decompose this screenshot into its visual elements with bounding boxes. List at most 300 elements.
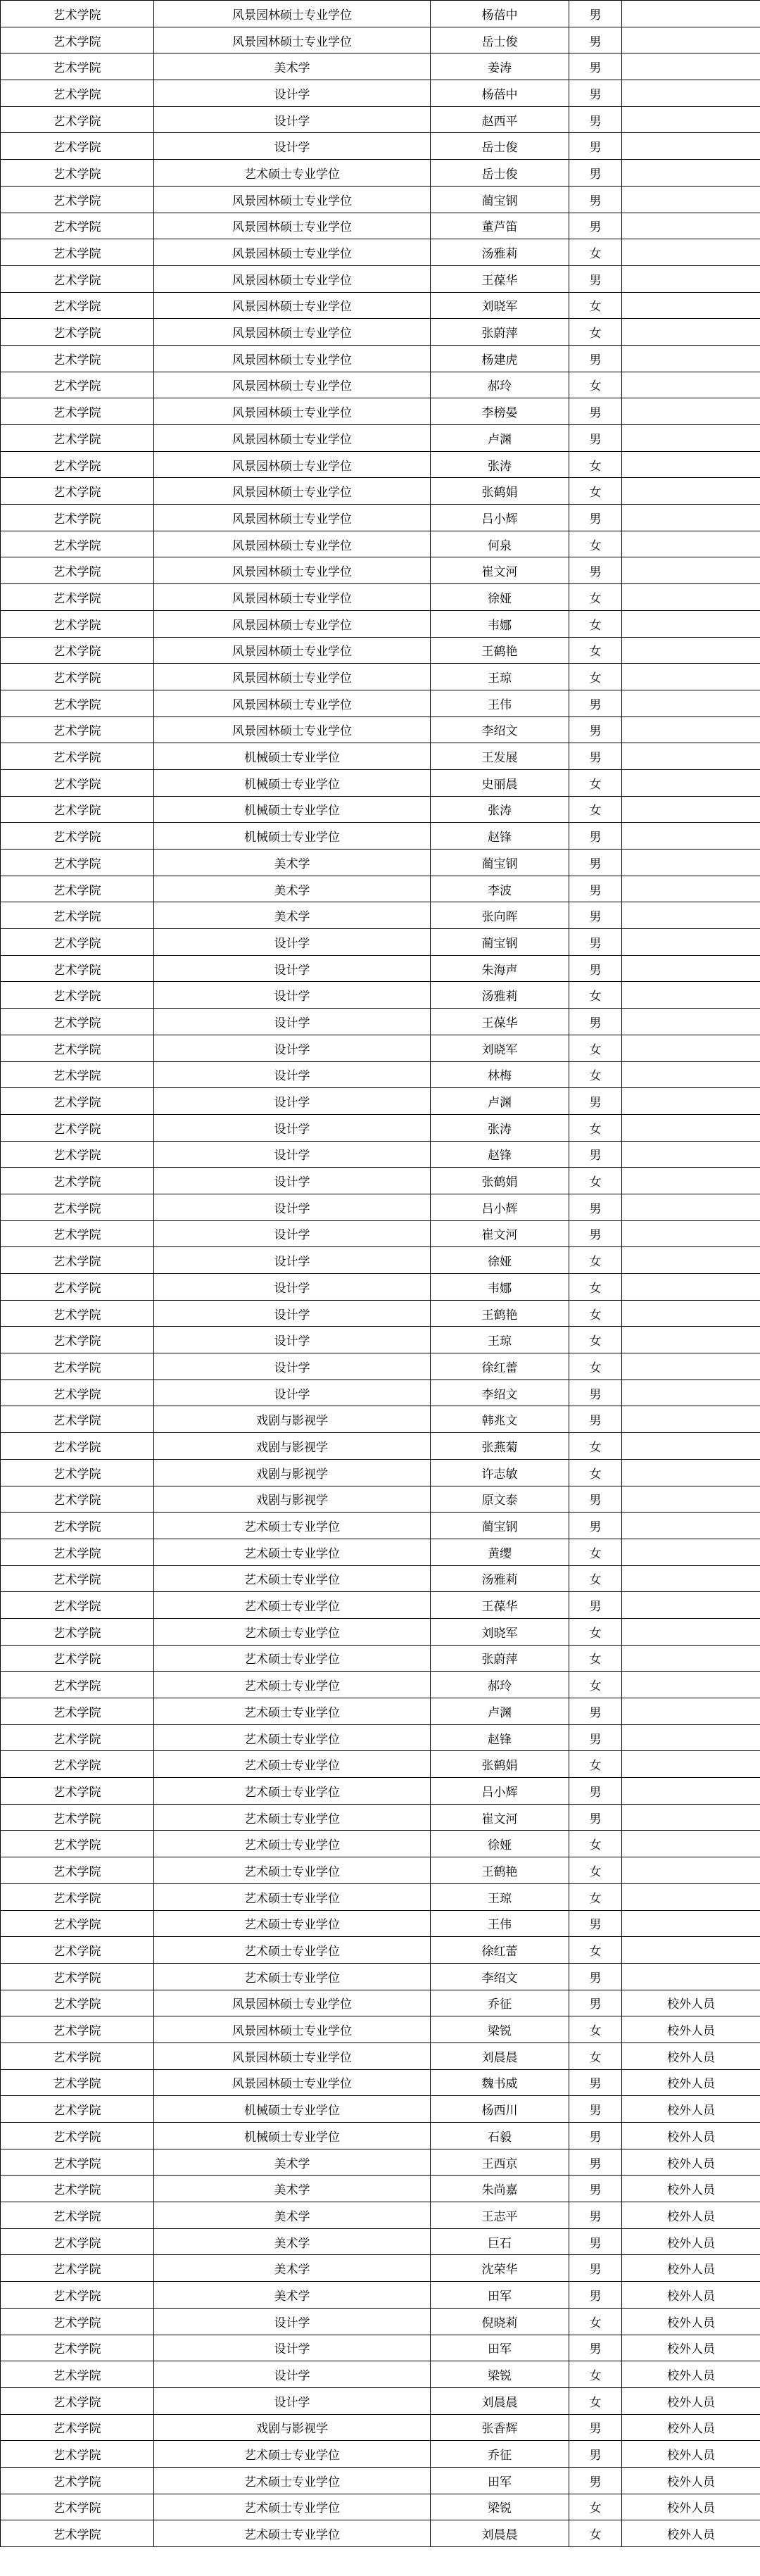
major-cell[interactable]: 风景园林硕士专业学位 bbox=[154, 2043, 431, 2069]
major-cell[interactable]: 机械硕士专业学位 bbox=[154, 743, 431, 770]
major-cell[interactable]: 风景园林硕士专业学位 bbox=[154, 1, 431, 27]
college-cell[interactable]: 艺术学院 bbox=[1, 1353, 154, 1380]
name-cell[interactable]: 石毅 bbox=[431, 2123, 569, 2149]
note-cell[interactable] bbox=[622, 1114, 760, 1141]
college-cell[interactable]: 艺术学院 bbox=[1, 2096, 154, 2123]
college-cell[interactable]: 艺术学院 bbox=[1, 478, 154, 505]
major-cell[interactable]: 风景园林硕士专业学位 bbox=[154, 2069, 431, 2096]
note-cell[interactable] bbox=[622, 1220, 760, 1247]
note-cell[interactable]: 校外人员 bbox=[622, 2387, 760, 2414]
gender-cell[interactable]: 男 bbox=[569, 133, 622, 160]
college-cell[interactable]: 艺术学院 bbox=[1, 186, 154, 213]
name-cell[interactable]: 杨蓓中 bbox=[431, 80, 569, 107]
college-cell[interactable]: 艺术学院 bbox=[1, 584, 154, 611]
note-cell[interactable] bbox=[622, 239, 760, 266]
gender-cell[interactable]: 女 bbox=[569, 982, 622, 1009]
gender-cell[interactable]: 男 bbox=[569, 902, 622, 929]
major-cell[interactable]: 艺术硕士专业学位 bbox=[154, 1672, 431, 1698]
major-cell[interactable]: 风景园林硕士专业学位 bbox=[154, 505, 431, 531]
note-cell[interactable]: 校外人员 bbox=[622, 2096, 760, 2123]
name-cell[interactable]: 崔文河 bbox=[431, 557, 569, 584]
major-cell[interactable]: 设计学 bbox=[154, 1353, 431, 1380]
gender-cell[interactable]: 男 bbox=[569, 2069, 622, 2096]
college-cell[interactable]: 艺术学院 bbox=[1, 2016, 154, 2043]
note-cell[interactable]: 校外人员 bbox=[622, 2282, 760, 2309]
gender-cell[interactable]: 男 bbox=[569, 2202, 622, 2229]
gender-cell[interactable]: 男 bbox=[569, 1513, 622, 1539]
college-cell[interactable]: 艺术学院 bbox=[1, 1114, 154, 1141]
note-cell[interactable] bbox=[622, 1804, 760, 1831]
note-cell[interactable] bbox=[622, 557, 760, 584]
name-cell[interactable]: 吕小辉 bbox=[431, 505, 569, 531]
gender-cell[interactable]: 女 bbox=[569, 2043, 622, 2069]
name-cell[interactable]: 岳士俊 bbox=[431, 27, 569, 53]
gender-cell[interactable]: 女 bbox=[569, 1672, 622, 1698]
major-cell[interactable]: 艺术硕士专业学位 bbox=[154, 1963, 431, 1990]
gender-cell[interactable]: 女 bbox=[569, 1539, 622, 1565]
name-cell[interactable]: 王西京 bbox=[431, 2149, 569, 2176]
note-cell[interactable] bbox=[622, 982, 760, 1009]
gender-cell[interactable]: 男 bbox=[569, 2335, 622, 2361]
note-cell[interactable]: 校外人员 bbox=[622, 2441, 760, 2468]
college-cell[interactable]: 艺术学院 bbox=[1, 1883, 154, 1910]
note-cell[interactable] bbox=[622, 1910, 760, 1937]
note-cell[interactable] bbox=[622, 345, 760, 372]
college-cell[interactable]: 艺术学院 bbox=[1, 850, 154, 876]
gender-cell[interactable]: 男 bbox=[569, 743, 622, 770]
note-cell[interactable] bbox=[622, 850, 760, 876]
name-cell[interactable]: 刘晨晨 bbox=[431, 2043, 569, 2069]
name-cell[interactable]: 王琼 bbox=[431, 664, 569, 690]
college-cell[interactable]: 艺术学院 bbox=[1, 239, 154, 266]
name-cell[interactable]: 徐娅 bbox=[431, 584, 569, 611]
major-cell[interactable]: 风景园林硕士专业学位 bbox=[154, 319, 431, 346]
gender-cell[interactable]: 女 bbox=[569, 239, 622, 266]
note-cell[interactable] bbox=[622, 106, 760, 133]
college-cell[interactable]: 艺术学院 bbox=[1, 2069, 154, 2096]
name-cell[interactable]: 徐红蕾 bbox=[431, 1937, 569, 1964]
name-cell[interactable]: 李绍文 bbox=[431, 1963, 569, 1990]
note-cell[interactable] bbox=[622, 637, 760, 664]
note-cell[interactable] bbox=[622, 319, 760, 346]
gender-cell[interactable]: 女 bbox=[569, 2520, 622, 2547]
major-cell[interactable]: 风景园林硕士专业学位 bbox=[154, 610, 431, 637]
name-cell[interactable]: 卢渊 bbox=[431, 1088, 569, 1115]
note-cell[interactable]: 校外人员 bbox=[622, 2520, 760, 2547]
major-cell[interactable]: 艺术硕士专业学位 bbox=[154, 1831, 431, 1857]
college-cell[interactable]: 艺术学院 bbox=[1, 372, 154, 398]
college-cell[interactable]: 艺术学院 bbox=[1, 80, 154, 107]
major-cell[interactable]: 风景园林硕士专业学位 bbox=[154, 186, 431, 213]
name-cell[interactable]: 魏书威 bbox=[431, 2069, 569, 2096]
gender-cell[interactable]: 女 bbox=[569, 292, 622, 319]
gender-cell[interactable]: 男 bbox=[569, 929, 622, 956]
name-cell[interactable]: 张涛 bbox=[431, 451, 569, 478]
college-cell[interactable]: 艺术学院 bbox=[1, 876, 154, 902]
note-cell[interactable] bbox=[622, 610, 760, 637]
note-cell[interactable] bbox=[622, 1194, 760, 1220]
note-cell[interactable] bbox=[622, 186, 760, 213]
gender-cell[interactable]: 男 bbox=[569, 1910, 622, 1937]
college-cell[interactable]: 艺术学院 bbox=[1, 1645, 154, 1672]
gender-cell[interactable]: 男 bbox=[569, 1, 622, 27]
note-cell[interactable]: 校外人员 bbox=[622, 2176, 760, 2202]
name-cell[interactable]: 崔文河 bbox=[431, 1804, 569, 1831]
college-cell[interactable]: 艺术学院 bbox=[1, 637, 154, 664]
major-cell[interactable]: 美术学 bbox=[154, 2228, 431, 2255]
note-cell[interactable] bbox=[622, 1513, 760, 1539]
major-cell[interactable]: 设计学 bbox=[154, 1141, 431, 1168]
name-cell[interactable]: 何泉 bbox=[431, 531, 569, 557]
note-cell[interactable] bbox=[622, 1724, 760, 1751]
note-cell[interactable] bbox=[622, 1672, 760, 1698]
college-cell[interactable]: 艺术学院 bbox=[1, 425, 154, 452]
major-cell[interactable]: 设计学 bbox=[154, 1300, 431, 1327]
note-cell[interactable] bbox=[622, 213, 760, 239]
name-cell[interactable]: 杨蓓中 bbox=[431, 1, 569, 27]
major-cell[interactable]: 艺术硕士专业学位 bbox=[154, 1645, 431, 1672]
college-cell[interactable]: 艺术学院 bbox=[1, 133, 154, 160]
college-cell[interactable]: 艺术学院 bbox=[1, 664, 154, 690]
major-cell[interactable]: 风景园林硕士专业学位 bbox=[154, 1990, 431, 2016]
gender-cell[interactable]: 男 bbox=[569, 1379, 622, 1406]
note-cell[interactable] bbox=[622, 1327, 760, 1353]
note-cell[interactable] bbox=[622, 929, 760, 956]
note-cell[interactable]: 校外人员 bbox=[622, 2361, 760, 2388]
major-cell[interactable]: 美术学 bbox=[154, 2149, 431, 2176]
note-cell[interactable] bbox=[622, 1061, 760, 1088]
note-cell[interactable]: 校外人员 bbox=[622, 2228, 760, 2255]
college-cell[interactable]: 艺术学院 bbox=[1, 610, 154, 637]
college-cell[interactable]: 艺术学院 bbox=[1, 823, 154, 850]
gender-cell[interactable]: 男 bbox=[569, 2228, 622, 2255]
note-cell[interactable]: 校外人员 bbox=[622, 2043, 760, 2069]
major-cell[interactable]: 美术学 bbox=[154, 2202, 431, 2229]
major-cell[interactable]: 设计学 bbox=[154, 1088, 431, 1115]
college-cell[interactable]: 艺术学院 bbox=[1, 769, 154, 796]
name-cell[interactable]: 刘晨晨 bbox=[431, 2520, 569, 2547]
major-cell[interactable]: 风景园林硕士专业学位 bbox=[154, 716, 431, 743]
name-cell[interactable]: 王葆华 bbox=[431, 265, 569, 292]
name-cell[interactable]: 刘晓军 bbox=[431, 1618, 569, 1645]
college-cell[interactable]: 艺术学院 bbox=[1, 2149, 154, 2176]
major-cell[interactable]: 设计学 bbox=[154, 1114, 431, 1141]
gender-cell[interactable]: 男 bbox=[569, 1220, 622, 1247]
gender-cell[interactable]: 男 bbox=[569, 505, 622, 531]
college-cell[interactable]: 艺术学院 bbox=[1, 1274, 154, 1301]
major-cell[interactable]: 机械硕士专业学位 bbox=[154, 796, 431, 823]
name-cell[interactable]: 张蔚萍 bbox=[431, 1645, 569, 1672]
name-cell[interactable]: 朱海声 bbox=[431, 955, 569, 982]
note-cell[interactable] bbox=[622, 1353, 760, 1380]
note-cell[interactable]: 校外人员 bbox=[622, 2335, 760, 2361]
college-cell[interactable]: 艺术学院 bbox=[1, 2282, 154, 2309]
major-cell[interactable]: 艺术硕士专业学位 bbox=[154, 2467, 431, 2494]
name-cell[interactable]: 姜涛 bbox=[431, 53, 569, 80]
major-cell[interactable]: 艺术硕士专业学位 bbox=[154, 1618, 431, 1645]
name-cell[interactable]: 田军 bbox=[431, 2467, 569, 2494]
college-cell[interactable]: 艺术学院 bbox=[1, 27, 154, 53]
college-cell[interactable]: 艺术学院 bbox=[1, 2494, 154, 2520]
major-cell[interactable]: 风景园林硕士专业学位 bbox=[154, 398, 431, 425]
college-cell[interactable]: 艺术学院 bbox=[1, 53, 154, 80]
college-cell[interactable]: 艺术学院 bbox=[1, 2043, 154, 2069]
name-cell[interactable]: 张涛 bbox=[431, 796, 569, 823]
name-cell[interactable]: 张鹤娟 bbox=[431, 1168, 569, 1194]
gender-cell[interactable]: 女 bbox=[569, 1327, 622, 1353]
name-cell[interactable]: 原文泰 bbox=[431, 1486, 569, 1513]
note-cell[interactable] bbox=[622, 955, 760, 982]
gender-cell[interactable]: 男 bbox=[569, 27, 622, 53]
college-cell[interactable]: 艺术学院 bbox=[1, 1831, 154, 1857]
major-cell[interactable]: 风景园林硕士专业学位 bbox=[154, 584, 431, 611]
note-cell[interactable] bbox=[622, 1486, 760, 1513]
college-cell[interactable]: 艺术学院 bbox=[1, 1778, 154, 1805]
note-cell[interactable] bbox=[622, 160, 760, 187]
note-cell[interactable] bbox=[622, 1274, 760, 1301]
name-cell[interactable]: 倪晓莉 bbox=[431, 2308, 569, 2335]
name-cell[interactable]: 张鹤娟 bbox=[431, 478, 569, 505]
college-cell[interactable]: 艺术学院 bbox=[1, 292, 154, 319]
name-cell[interactable]: 汤雅莉 bbox=[431, 982, 569, 1009]
major-cell[interactable]: 设计学 bbox=[154, 133, 431, 160]
gender-cell[interactable]: 女 bbox=[569, 1061, 622, 1088]
note-cell[interactable] bbox=[622, 823, 760, 850]
name-cell[interactable]: 刘晓军 bbox=[431, 1035, 569, 1061]
name-cell[interactable]: 徐娅 bbox=[431, 1831, 569, 1857]
college-cell[interactable]: 艺术学院 bbox=[1, 1194, 154, 1220]
college-cell[interactable]: 艺术学院 bbox=[1, 743, 154, 770]
college-cell[interactable]: 艺术学院 bbox=[1, 2387, 154, 2414]
name-cell[interactable]: 田军 bbox=[431, 2282, 569, 2309]
name-cell[interactable]: 杨西川 bbox=[431, 2096, 569, 2123]
gender-cell[interactable]: 女 bbox=[569, 1618, 622, 1645]
college-cell[interactable]: 艺术学院 bbox=[1, 902, 154, 929]
major-cell[interactable]: 设计学 bbox=[154, 1035, 431, 1061]
major-cell[interactable]: 艺术硕士专业学位 bbox=[154, 1883, 431, 1910]
college-cell[interactable]: 艺术学院 bbox=[1, 1565, 154, 1592]
major-cell[interactable]: 设计学 bbox=[154, 1061, 431, 1088]
major-cell[interactable]: 美术学 bbox=[154, 2282, 431, 2309]
note-cell[interactable] bbox=[622, 1539, 760, 1565]
major-cell[interactable]: 艺术硕士专业学位 bbox=[154, 1857, 431, 1884]
gender-cell[interactable]: 男 bbox=[569, 2176, 622, 2202]
major-cell[interactable]: 艺术硕士专业学位 bbox=[154, 1513, 431, 1539]
gender-cell[interactable]: 女 bbox=[569, 1114, 622, 1141]
name-cell[interactable]: 梁锐 bbox=[431, 2016, 569, 2043]
college-cell[interactable]: 艺术学院 bbox=[1, 1963, 154, 1990]
gender-cell[interactable]: 男 bbox=[569, 2123, 622, 2149]
major-cell[interactable]: 风景园林硕士专业学位 bbox=[154, 557, 431, 584]
major-cell[interactable]: 美术学 bbox=[154, 850, 431, 876]
major-cell[interactable]: 美术学 bbox=[154, 902, 431, 929]
major-cell[interactable]: 机械硕士专业学位 bbox=[154, 769, 431, 796]
gender-cell[interactable]: 男 bbox=[569, 53, 622, 80]
note-cell[interactable]: 校外人员 bbox=[622, 2467, 760, 2494]
note-cell[interactable] bbox=[622, 716, 760, 743]
major-cell[interactable]: 风景园林硕士专业学位 bbox=[154, 2016, 431, 2043]
gender-cell[interactable]: 女 bbox=[569, 2308, 622, 2335]
gender-cell[interactable]: 女 bbox=[569, 1751, 622, 1778]
note-cell[interactable] bbox=[622, 265, 760, 292]
name-cell[interactable]: 汤雅莉 bbox=[431, 1565, 569, 1592]
gender-cell[interactable]: 女 bbox=[569, 2016, 622, 2043]
major-cell[interactable]: 设计学 bbox=[154, 80, 431, 107]
name-cell[interactable]: 田军 bbox=[431, 2335, 569, 2361]
major-cell[interactable]: 机械硕士专业学位 bbox=[154, 2096, 431, 2123]
note-cell[interactable] bbox=[622, 1141, 760, 1168]
gender-cell[interactable]: 女 bbox=[569, 478, 622, 505]
gender-cell[interactable]: 男 bbox=[569, 1141, 622, 1168]
major-cell[interactable]: 戏剧与影视学 bbox=[154, 1433, 431, 1460]
college-cell[interactable]: 艺术学院 bbox=[1, 1009, 154, 1035]
college-cell[interactable]: 艺术学院 bbox=[1, 1300, 154, 1327]
major-cell[interactable]: 风景园林硕士专业学位 bbox=[154, 292, 431, 319]
note-cell[interactable] bbox=[622, 1751, 760, 1778]
major-cell[interactable]: 艺术硕士专业学位 bbox=[154, 1592, 431, 1619]
major-cell[interactable]: 机械硕士专业学位 bbox=[154, 2123, 431, 2149]
major-cell[interactable]: 风景园林硕士专业学位 bbox=[154, 345, 431, 372]
college-cell[interactable]: 艺术学院 bbox=[1, 716, 154, 743]
college-cell[interactable]: 艺术学院 bbox=[1, 1220, 154, 1247]
note-cell[interactable] bbox=[622, 1433, 760, 1460]
college-cell[interactable]: 艺术学院 bbox=[1, 1433, 154, 1460]
major-cell[interactable]: 风景园林硕士专业学位 bbox=[154, 27, 431, 53]
gender-cell[interactable]: 女 bbox=[569, 1274, 622, 1301]
gender-cell[interactable]: 男 bbox=[569, 1486, 622, 1513]
college-cell[interactable]: 艺术学院 bbox=[1, 1539, 154, 1565]
gender-cell[interactable]: 女 bbox=[569, 451, 622, 478]
major-cell[interactable]: 艺术硕士专业学位 bbox=[154, 1565, 431, 1592]
college-cell[interactable]: 艺术学院 bbox=[1, 2361, 154, 2388]
name-cell[interactable]: 梁锐 bbox=[431, 2361, 569, 2388]
college-cell[interactable]: 艺术学院 bbox=[1, 1937, 154, 1964]
name-cell[interactable]: 郝玲 bbox=[431, 372, 569, 398]
note-cell[interactable] bbox=[622, 1778, 760, 1805]
note-cell[interactable] bbox=[622, 1459, 760, 1486]
name-cell[interactable]: 王发展 bbox=[431, 743, 569, 770]
name-cell[interactable]: 韦娜 bbox=[431, 1274, 569, 1301]
note-cell[interactable]: 校外人员 bbox=[622, 2202, 760, 2229]
note-cell[interactable] bbox=[622, 1035, 760, 1061]
college-cell[interactable]: 艺术学院 bbox=[1, 1751, 154, 1778]
major-cell[interactable]: 设计学 bbox=[154, 955, 431, 982]
major-cell[interactable]: 艺术硕士专业学位 bbox=[154, 1698, 431, 1725]
note-cell[interactable]: 校外人员 bbox=[622, 2255, 760, 2282]
name-cell[interactable]: 张燕菊 bbox=[431, 1433, 569, 1460]
major-cell[interactable]: 艺术硕士专业学位 bbox=[154, 1751, 431, 1778]
note-cell[interactable]: 校外人员 bbox=[622, 2016, 760, 2043]
major-cell[interactable]: 设计学 bbox=[154, 929, 431, 956]
college-cell[interactable]: 艺术学院 bbox=[1, 1857, 154, 1884]
note-cell[interactable] bbox=[622, 1379, 760, 1406]
note-cell[interactable] bbox=[622, 372, 760, 398]
college-cell[interactable]: 艺术学院 bbox=[1, 1247, 154, 1274]
college-cell[interactable]: 艺术学院 bbox=[1, 1, 154, 27]
gender-cell[interactable]: 女 bbox=[569, 1857, 622, 1884]
gender-cell[interactable]: 女 bbox=[569, 531, 622, 557]
note-cell[interactable] bbox=[622, 1645, 760, 1672]
name-cell[interactable]: 赵锋 bbox=[431, 823, 569, 850]
name-cell[interactable]: 徐红蕾 bbox=[431, 1353, 569, 1380]
gender-cell[interactable]: 女 bbox=[569, 610, 622, 637]
major-cell[interactable]: 风景园林硕士专业学位 bbox=[154, 664, 431, 690]
note-cell[interactable] bbox=[622, 531, 760, 557]
gender-cell[interactable]: 女 bbox=[569, 1831, 622, 1857]
gender-cell[interactable]: 女 bbox=[569, 1353, 622, 1380]
name-cell[interactable]: 张鹤娟 bbox=[431, 1751, 569, 1778]
college-cell[interactable]: 艺术学院 bbox=[1, 1672, 154, 1698]
gender-cell[interactable]: 男 bbox=[569, 1778, 622, 1805]
gender-cell[interactable]: 男 bbox=[569, 1088, 622, 1115]
major-cell[interactable]: 机械硕士专业学位 bbox=[154, 823, 431, 850]
college-cell[interactable]: 艺术学院 bbox=[1, 982, 154, 1009]
name-cell[interactable]: 岳士俊 bbox=[431, 160, 569, 187]
major-cell[interactable]: 戏剧与影视学 bbox=[154, 1459, 431, 1486]
major-cell[interactable]: 艺术硕士专业学位 bbox=[154, 1910, 431, 1937]
note-cell[interactable] bbox=[622, 876, 760, 902]
note-cell[interactable] bbox=[622, 690, 760, 716]
name-cell[interactable]: 王鹤艳 bbox=[431, 637, 569, 664]
major-cell[interactable]: 戏剧与影视学 bbox=[154, 1486, 431, 1513]
name-cell[interactable]: 乔征 bbox=[431, 1990, 569, 2016]
college-cell[interactable]: 艺术学院 bbox=[1, 796, 154, 823]
note-cell[interactable] bbox=[622, 1963, 760, 1990]
note-cell[interactable] bbox=[622, 505, 760, 531]
major-cell[interactable]: 设计学 bbox=[154, 1379, 431, 1406]
major-cell[interactable]: 风景园林硕士专业学位 bbox=[154, 239, 431, 266]
name-cell[interactable]: 王琼 bbox=[431, 1883, 569, 1910]
note-cell[interactable] bbox=[622, 1937, 760, 1964]
gender-cell[interactable]: 男 bbox=[569, 1194, 622, 1220]
note-cell[interactable] bbox=[622, 1565, 760, 1592]
major-cell[interactable]: 设计学 bbox=[154, 1194, 431, 1220]
gender-cell[interactable]: 男 bbox=[569, 690, 622, 716]
name-cell[interactable]: 李波 bbox=[431, 876, 569, 902]
college-cell[interactable]: 艺术学院 bbox=[1, 690, 154, 716]
major-cell[interactable]: 艺术硕士专业学位 bbox=[154, 1778, 431, 1805]
college-cell[interactable]: 艺术学院 bbox=[1, 1513, 154, 1539]
major-cell[interactable]: 设计学 bbox=[154, 1009, 431, 1035]
major-cell[interactable]: 美术学 bbox=[154, 876, 431, 902]
major-cell[interactable]: 风景园林硕士专业学位 bbox=[154, 425, 431, 452]
name-cell[interactable]: 王葆华 bbox=[431, 1009, 569, 1035]
name-cell[interactable]: 崔文河 bbox=[431, 1220, 569, 1247]
note-cell[interactable]: 校外人员 bbox=[622, 2123, 760, 2149]
major-cell[interactable]: 设计学 bbox=[154, 1247, 431, 1274]
gender-cell[interactable]: 男 bbox=[569, 557, 622, 584]
note-cell[interactable] bbox=[622, 398, 760, 425]
major-cell[interactable]: 风景园林硕士专业学位 bbox=[154, 478, 431, 505]
name-cell[interactable]: 赵西平 bbox=[431, 106, 569, 133]
major-cell[interactable]: 戏剧与影视学 bbox=[154, 2414, 431, 2441]
major-cell[interactable]: 设计学 bbox=[154, 1220, 431, 1247]
name-cell[interactable]: 蔺宝钢 bbox=[431, 1513, 569, 1539]
note-cell[interactable] bbox=[622, 902, 760, 929]
note-cell[interactable] bbox=[622, 80, 760, 107]
note-cell[interactable] bbox=[622, 292, 760, 319]
name-cell[interactable]: 韩兆文 bbox=[431, 1406, 569, 1433]
gender-cell[interactable]: 女 bbox=[569, 584, 622, 611]
major-cell[interactable]: 美术学 bbox=[154, 53, 431, 80]
gender-cell[interactable]: 女 bbox=[569, 2494, 622, 2520]
gender-cell[interactable]: 男 bbox=[569, 213, 622, 239]
note-cell[interactable] bbox=[622, 133, 760, 160]
college-cell[interactable]: 艺术学院 bbox=[1, 451, 154, 478]
college-cell[interactable]: 艺术学院 bbox=[1, 1486, 154, 1513]
note-cell[interactable] bbox=[622, 584, 760, 611]
gender-cell[interactable]: 女 bbox=[569, 796, 622, 823]
